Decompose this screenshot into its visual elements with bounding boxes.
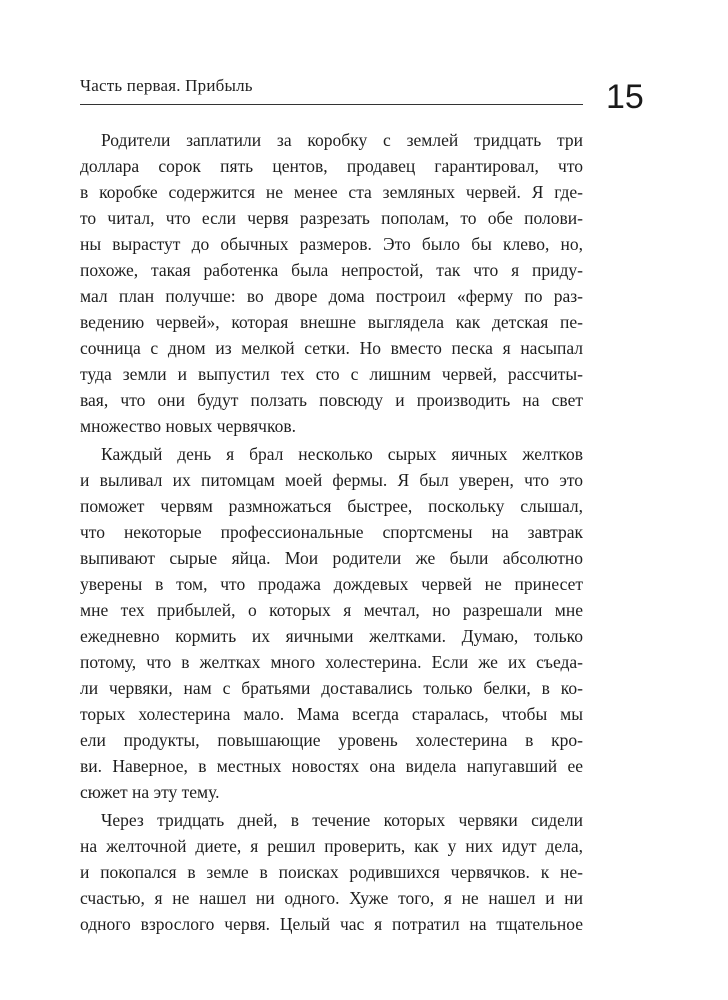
text-line: сочница с дном из мелкой сетки. Но вместо песка я насыпал: [80, 338, 583, 358]
text-line: ви. Наверное, в местных новостях она видела напугавший ее: [80, 756, 583, 776]
text-line: ли червяки, нам с братьями доставались только белки, в ко-: [80, 678, 583, 698]
text-line: мал план получше: во дворе дома построил «ферму по раз-: [80, 286, 583, 306]
text-line: Каждый день я брал несколько сырых яичных желтков: [101, 444, 583, 464]
text-line: похоже, такая работенка была непростой, так что я приду-: [80, 260, 583, 280]
text-line: туда земли и выпустил тех сто с лишним червей, рассчиты-: [80, 364, 583, 384]
text-line: доллара сорок пять центов, продавец гарантировал, что: [80, 156, 583, 176]
text-line: ежедневно кормить их яичными желтками. Думаю, только: [80, 626, 583, 646]
text-line: то читал, что если червя разрезать пополам, то обе полови-: [80, 208, 583, 228]
text-line: и покопался в земле в поисках родившихся червячков. к не-: [80, 862, 583, 882]
text-line: потому, что в желтках много холестерина. Если же их съеда-: [80, 652, 583, 672]
text-line: Родители заплатили за коробку с землей тридцать три: [101, 130, 583, 150]
text-line: мне тех прибылей, о которых я мечтал, но разрешали мне: [80, 600, 583, 620]
text-line: вая, что они будут ползать повсюду и производить на свет: [80, 390, 583, 410]
text-line: в коробке содержится не менее ста земляных червей. Я где-: [80, 182, 583, 202]
text-line: и выливал их питомцам моей фермы. Я был уверен, что это: [80, 470, 583, 490]
text-line: одного взрослого червя. Целый час я потратил на тщательное: [80, 914, 583, 934]
text-line: ведению червей», которая внешне выглядела как детская пе-: [80, 312, 583, 332]
text-line: торых холестерина мало. Мама всегда старалась, чтобы мы: [80, 704, 583, 724]
text-line: множество новых червячков.: [80, 416, 296, 436]
header-rule: [80, 104, 583, 105]
text-line: поможет червям размножаться быстрее, поскольку слышал,: [80, 496, 583, 516]
text-line: счастью, я не нашел ни одного. Хуже того, я не нашел и ни: [80, 888, 583, 908]
page-number: 15: [606, 78, 644, 116]
text-line: ели продукты, повышающие уровень холестерина в кро-: [80, 730, 583, 750]
text-line: выпивают сырые яйца. Мои родители же были абсолютно: [80, 548, 583, 568]
text-line: на желточной диете, я решил проверить, как у них идут дела,: [80, 836, 583, 856]
text-line: Через тридцать дней, в течение которых червяки сидели: [101, 810, 583, 830]
text-line: ны вырастут до обычных размеров. Это было бы клево, но,: [80, 234, 583, 254]
text-line: сюжет на эту тему.: [80, 782, 220, 802]
text-line: уверены в том, что продажа дождевых червей не принесет: [80, 574, 583, 594]
text-line: что некоторые профессиональные спортсмены на завтрак: [80, 522, 583, 542]
running-head: Часть первая. Прибыль: [80, 76, 253, 95]
